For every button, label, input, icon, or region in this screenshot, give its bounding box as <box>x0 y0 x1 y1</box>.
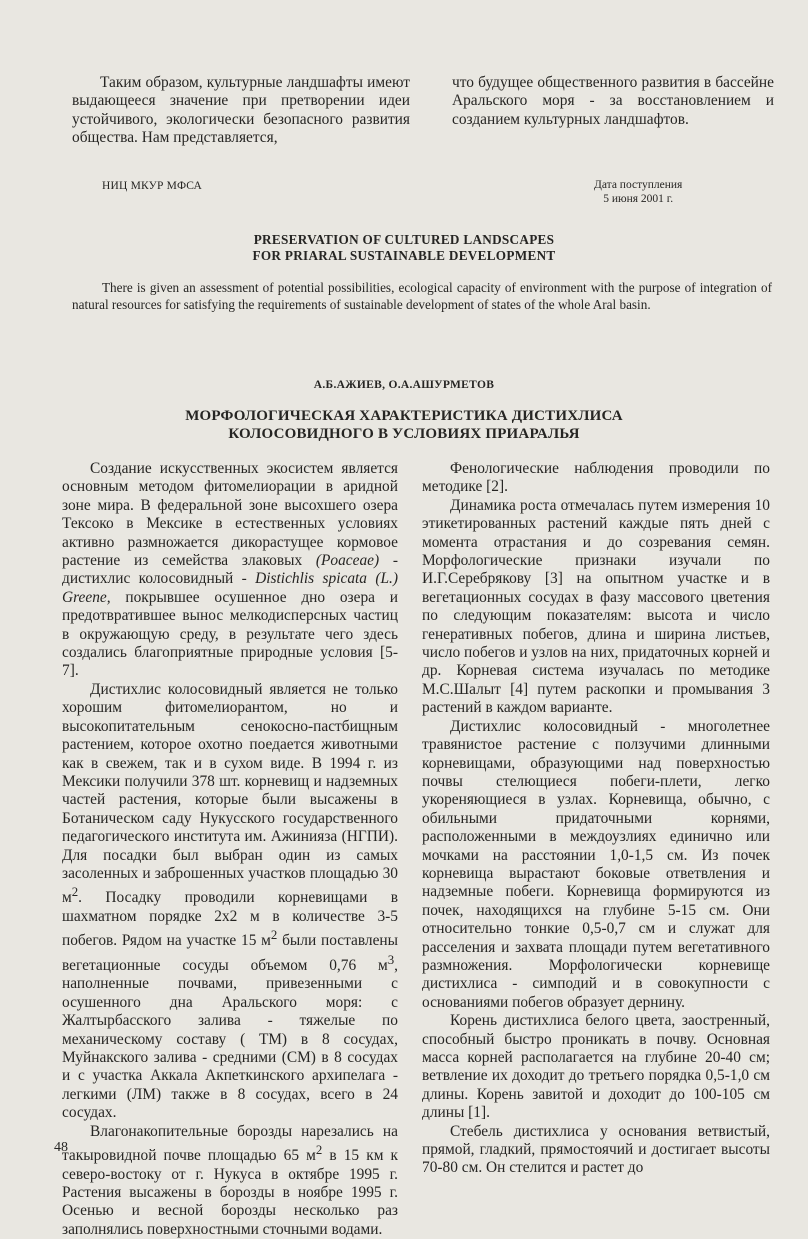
abstract-text: There is given an assessment of potential possibilities, ecological capacity of environment with the purpose of integration of natural resources for satisfying the requirements of sustainable development of states of the whole Aral basin. <box>72 280 772 312</box>
english-summary-title <box>0 232 808 264</box>
received-label: Дата поступления <box>594 179 683 191</box>
text-run: в 15 км к северо-востоку от г. Нукуса в октябре 1995 г. Растения высажены в борозды в ноябре 1995 г. Осенью и весной борозды несколько раз заполнялись поверхностными сточными водами. <box>62 1147 399 1238</box>
text-run: . Посадку проводили корневищами в шахматном порядке 2х2 м в количестве 3-5 побегов. Рядом на участке 15 м <box>62 889 398 950</box>
superscript: 2 <box>270 928 278 943</box>
text-run: Дистихлис колосовидный является не только хорошим фитомелиорантом, но и высокопитательным сенокосно-пастбищным растением, которое охотно поедается животными как в свежем, так и в сухом виде. В 1994 г. из Мексики получили 378 шт. корневищ и надземных частей растения, которые были высажены в Ботаническом саду Нукусского государственного педагогического института им. Ажинияза (НГПИ). Для посадки был выбран один из самых засоленных и заброшенных участков площадью 30 м <box>62 680 398 907</box>
paragraph: Корень дистихлиса белого цвета, заостренный, способный быстро проникать в почву. Основная масса корней располагается на глубине 20-40 см; ветвление их доходит до третьего порядка 0,5-1,0 см длины. Корень завитой и доходит до 100-105 см длины [1]. <box>422 1012 770 1122</box>
article-authors: А.Б.АЖИЕВ, О.А.АШУРМЕТОВ <box>313 379 495 391</box>
species-name: Distichlis spicata (L.) Greene, <box>62 570 399 606</box>
text-run: - дистихлис колосовидный - <box>62 552 398 588</box>
italic-text-run: (Poaceae) <box>315 552 380 570</box>
superscript: 3 <box>387 952 395 967</box>
paragraph: Таким образом, культурные ландшафты имеют выдающееся значение при претворении идеи устойчивого, экологически безопасного развития общества. Нам представляется, <box>72 74 410 147</box>
english-title-line: FOR PRIARAL SUSTAINABLE DEVELOPMENT <box>252 248 556 263</box>
text-run: Создание искусственных экосистем является основным методом фитомелиорации в аридной зоне мира. В федеральной зоне высохшего озера Тексоко в Мексике в естественных условиях активно размножается дикорастущее кормовое растение из семейства злаковых <box>62 460 398 570</box>
text-run: , наполненные почвами, привезенными с осушенного дна Аральского моря: с Жалтырбасского залива - тяжелые по механическому составу ( ТМ) в 8 сосудах, Муйнакского залива - средними (СМ) в 8 сосудах и с участка Аккала Акпеткинского архипелага - легкими (ЛМ) также в 8 сосудах, всего в 24 сосудах. <box>62 956 398 1122</box>
text-run: покрывшее осушенное дно озера и предотвратившее вынос мелкодисперсных частиц в окружающую среду, в результате чего здесь создались благоприятные природные условия [5-7]. <box>62 588 398 680</box>
english-abstract <box>72 279 772 313</box>
paragraph: Динамика роста отмечалась путем измерения 10 этикетированных растений каждые пять дней с момента отрастания и до созревания семян. Морфологические признаки изучали по И.Г.Серебрякову [3] на опытном участке и в вегетационных сосудах в фазу массового цветения по следующим показателям: высота и число генеративных побегов, длина и ширина листьев, число побегов и узлов на них, придаточных корней и др. Корневая система изучалась по методике М.С.Шалыт [4] путем раскопки и промывания 3 растений в каждом варианте. <box>422 496 770 717</box>
received-date <box>594 178 682 206</box>
previous-article-conclusion-left <box>72 74 410 148</box>
article-left-column <box>62 460 398 1239</box>
text-run: были поставлены вегетационные сосуды объемом 0,76 м <box>62 932 399 974</box>
article-title-line: МОРФОЛОГИЧЕСКАЯ ХАРАКТЕРИСТИКА ДИСТИХЛИСА <box>185 408 623 424</box>
page-number: 48 <box>54 1140 68 1155</box>
institution-label: НИЦ МКУР МФСА <box>102 180 203 192</box>
paragraph <box>62 681 398 1123</box>
article-title <box>0 407 808 443</box>
paragraph: Дистихлис колосовидный - многолетнее травянистое растение с ползучими длинными корневищами, образующими над поверхностью почвы стелющиеся побеги-плети, легко укореняющиеся в узлах. Корневища, обычно, с обильными придаточными корнями, расположенными в междоузлиях единично или мочками на расстоянии 1,0-1,5 см. Из почек корневища вырастают боковые ответвления и надземные побеги. Корневища формируются из почек, находящихся на глубине 5-15 см. Они относительно тонкие 0,5-0,7 см и служат для расселения и захвата площади путем вегетативного размножения. Морфологически корневище дистихлиса - симподий и в совокупности с основаниями побегов образует дернину. <box>422 717 770 1011</box>
article-right-column <box>422 460 770 1178</box>
superscript: 2 <box>71 885 79 900</box>
paragraph <box>62 460 398 681</box>
paragraph <box>62 1123 398 1239</box>
previous-article-conclusion-right <box>452 74 774 129</box>
paragraph: Фенологические наблюдения проводили по методике [2]. <box>422 460 770 496</box>
paragraph: что будущее общественного развития в бассейне Аральского моря - за восстановлением и созданием культурных ландшафтов. <box>452 74 774 128</box>
text-run: Влагонакопительные борозды нарезались на такыровидной почве площадью 65 м <box>62 1122 398 1165</box>
english-title-line: PRESERVATION OF CULTURED LANDSCAPES <box>253 232 555 247</box>
superscript: 2 <box>315 1143 323 1157</box>
paragraph: Стебель дистихлиса у основания ветвистый, прямой, гладкий, прямостоячий и достигает высоты 70-80 см. Он стелится и растет до <box>422 1122 770 1177</box>
article-title-line: КОЛОСОВИДНОГО В УСЛОВИЯХ ПРИАРАЛЬЯ <box>228 426 580 442</box>
received-value: 5 июня 2001 г. <box>603 193 674 205</box>
